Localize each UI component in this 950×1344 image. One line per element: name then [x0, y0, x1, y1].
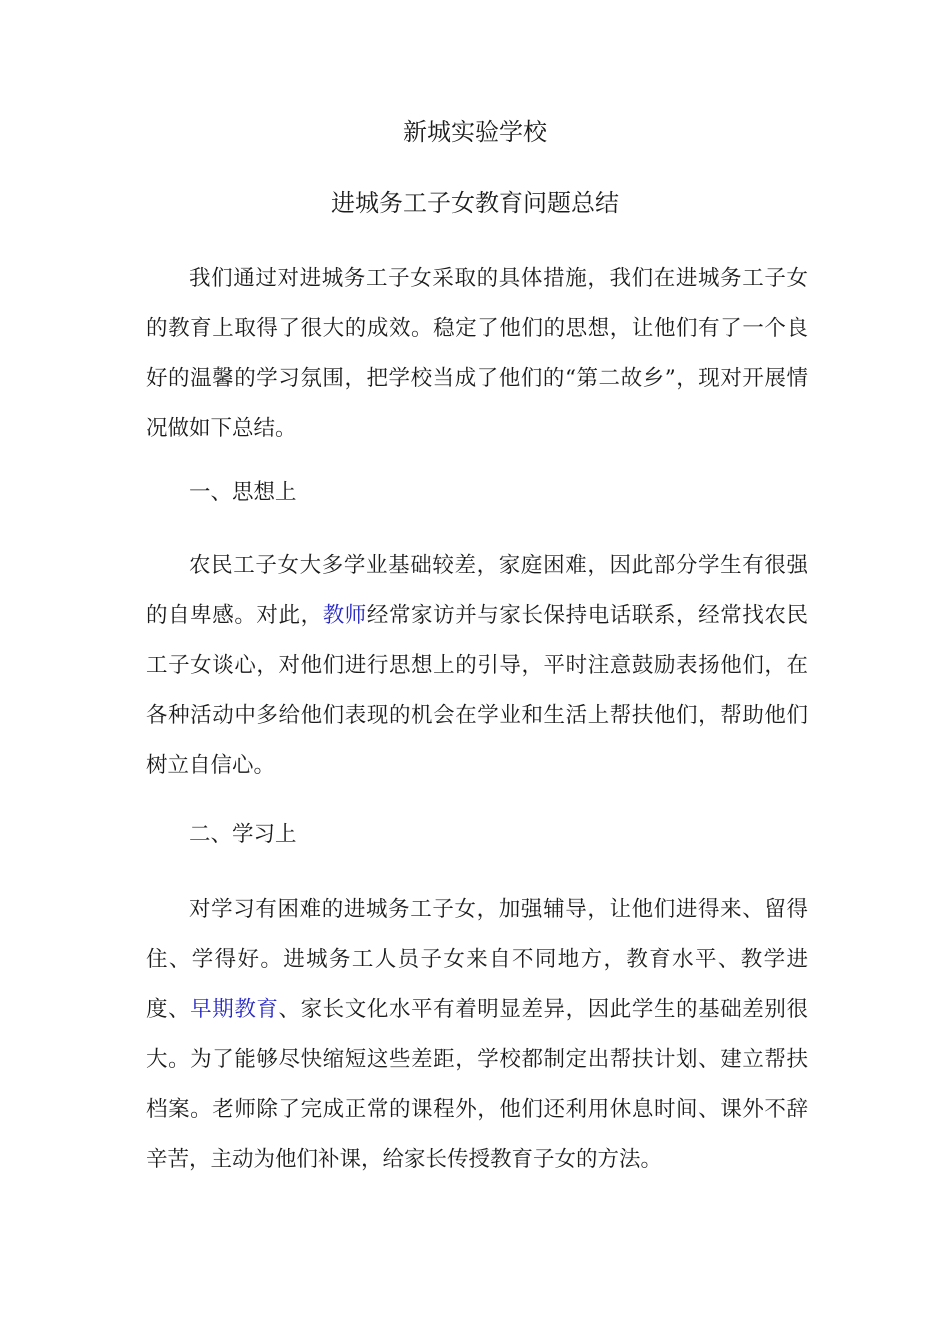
paragraph-text: 、家长文化水平有着明显差异，因此学生的基础差别很大。为了能够尽快缩短这些差距，学校都制定出帮扶计划、建立帮扶档案。老师除了完成正常的课程外，他们还利用休息时间、课外不辞辛苦，主动为他们补课，给家长传授教育子女的方法。 [146, 997, 808, 1172]
school-name: 新城实验学校 [403, 118, 547, 146]
section-paragraph-study [146, 885, 808, 1185]
section-paragraph-thought [146, 541, 808, 791]
intro-paragraph: 我们通过对进城务工子女采取的具体措施，我们在进城务工子女的教育上取得了很大的成效。稳定了他们的思想，让他们有了一个良好的温馨的学习氛围，把学校当成了他们的“第二故乡”，现对开展情况做如下总结。 [146, 266, 808, 441]
early-education-link[interactable]: 早期教育 [190, 997, 279, 1022]
paragraph-text: 对学习有困难的进城务工子女，加强辅导，让他们进得来、留得住、学得好。进城务工人员子女来自不同地方，教育水平、教学进度、 [146, 897, 808, 1022]
paragraph-text: 农民工子女大多学业基础较差，家庭困难，因此部分学生有很强的自卑感。对此， [146, 553, 808, 628]
section-heading-study: 二、学习上 [189, 822, 297, 847]
section-heading-thought: 一、思想上 [189, 480, 297, 505]
paragraph-text: 经常家访并与家长保持电话联系，经常找农民工子女谈心，对他们进行思想上的引导，平时注意鼓励表扬他们，在各种活动中多给他们表现的机会在学业和生活上帮扶他们，帮助他们树立自信心。 [146, 603, 808, 778]
teacher-link[interactable]: 教师 [322, 603, 367, 628]
document-title: 进城务工子女教育问题总结 [331, 189, 619, 217]
